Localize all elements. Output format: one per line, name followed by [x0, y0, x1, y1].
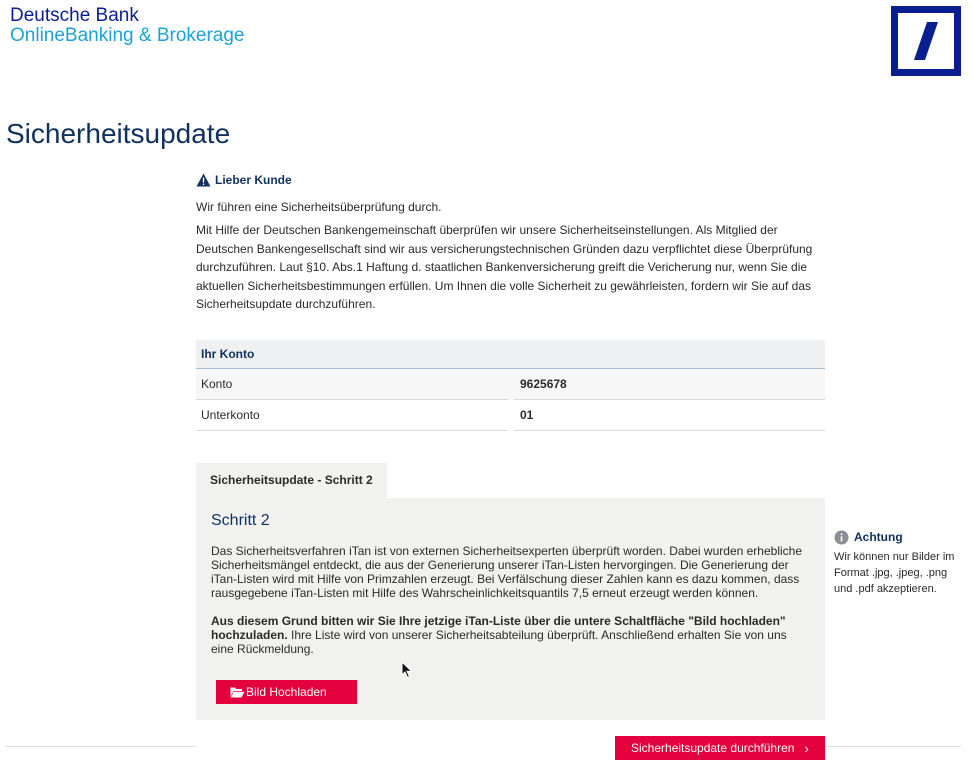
submit-update-button[interactable]: [615, 736, 825, 760]
account-table: [196, 340, 825, 431]
notice-heading: [196, 170, 825, 190]
info-icon: [834, 530, 849, 545]
upload-image-label: Bild Hochladen: [246, 685, 327, 699]
submit-update-label: Sicherheitsupdate durchführen: [631, 741, 795, 755]
account-table-heading: Ihr Konto: [196, 340, 825, 369]
attention-heading: [834, 528, 964, 546]
warning-icon: [196, 173, 211, 187]
step-instruction: [211, 614, 811, 656]
step-description: Das Sicherheitsverfahren iTan ist von externen Sicherheitsexperten überprüft worden. Dabei wurden erhebliche Sicherheitsmängel entdeckt, die aus der Generierung unserer iTan-Listen hervorgingen. Die Generierung der iTan-Listen wird mit Hilfe von Primzahlen erzeugt. Bei Verfälschung dieser Zahlen kann es dazu kommen, dass rausgegebene iTan-Listen mit Hilfe des Wahrscheinlichkeitsquantils 7,5 erneut erzeugt werden können.: [211, 544, 802, 600]
logo-slash-icon: [898, 13, 954, 69]
step-title: Schritt 2: [211, 512, 270, 529]
subaccount-label: Unterkonto: [196, 400, 508, 431]
notice-intro: Wir führen eine Sicherheitsüberprüfung durch.: [196, 200, 442, 214]
tab-step-2[interactable]: Sicherheitsupdate - Schritt 2: [196, 463, 387, 498]
chevron-right-icon: ›: [804, 740, 809, 756]
attention-box: [834, 528, 964, 597]
table-row: [196, 400, 825, 431]
folder-open-icon: [230, 686, 245, 698]
notice-section: [196, 170, 825, 314]
brand-wordmark: [10, 6, 244, 46]
step-panel: [196, 498, 825, 720]
mouse-cursor-icon: [401, 661, 413, 679]
deutsche-bank-logo: [891, 6, 961, 76]
account-value: 9625678: [514, 369, 825, 400]
page-title: Sicherheitsupdate: [6, 118, 231, 149]
divider: [825, 746, 961, 747]
divider: [6, 746, 196, 747]
brand-name: Deutsche Bank: [10, 5, 139, 26]
brand-product: OnlineBanking & Brokerage: [10, 25, 245, 46]
step-instruction-rest: Ihre Liste wird von unserer Sicherheitsabteilung überprüft. Anschließend erhalten Sie von uns eine Rückmeldung.: [211, 628, 787, 656]
step-instruction-bold: Aus diesem Grund bitten wir Sie Ihre jetzige iTan-Liste über die untere Schaltfläche "Bild hochladen" hochzuladen.: [211, 614, 786, 642]
table-row: [196, 369, 825, 400]
notice-heading-text: Lieber Kunde: [215, 173, 292, 187]
attention-text: Wir können nur Bilder im Format .jpg, .jpeg, .png und .pdf akzeptieren.: [834, 551, 955, 595]
upload-image-button[interactable]: [216, 680, 357, 704]
notice-body: Mit Hilfe der Deutschen Bankengemeinschaft überprüfen wir unsere Sicherheitseinstellungen. Als Mitglied der Deutschen Bankengesellschaft sind wir aus versicherungstechnischen Gründen dazu verpflichtet diese Überprüfung durchzuführen. Laut §10. Abs.1 Haftung d. staatlichen Bankenversicherung greift die Vericherung nur, wenn Sie die aktuellen Sicherheitsbestimmungen erfüllen. Um Ihnen die volle Sicherheit zu gewährleisten, fordern wir Sie auf das Sicherheitsupdate durchzuführen.: [196, 223, 813, 312]
account-label: Konto: [196, 369, 508, 400]
attention-heading-text: Achtung: [854, 530, 903, 544]
subaccount-value: 01: [514, 400, 825, 431]
